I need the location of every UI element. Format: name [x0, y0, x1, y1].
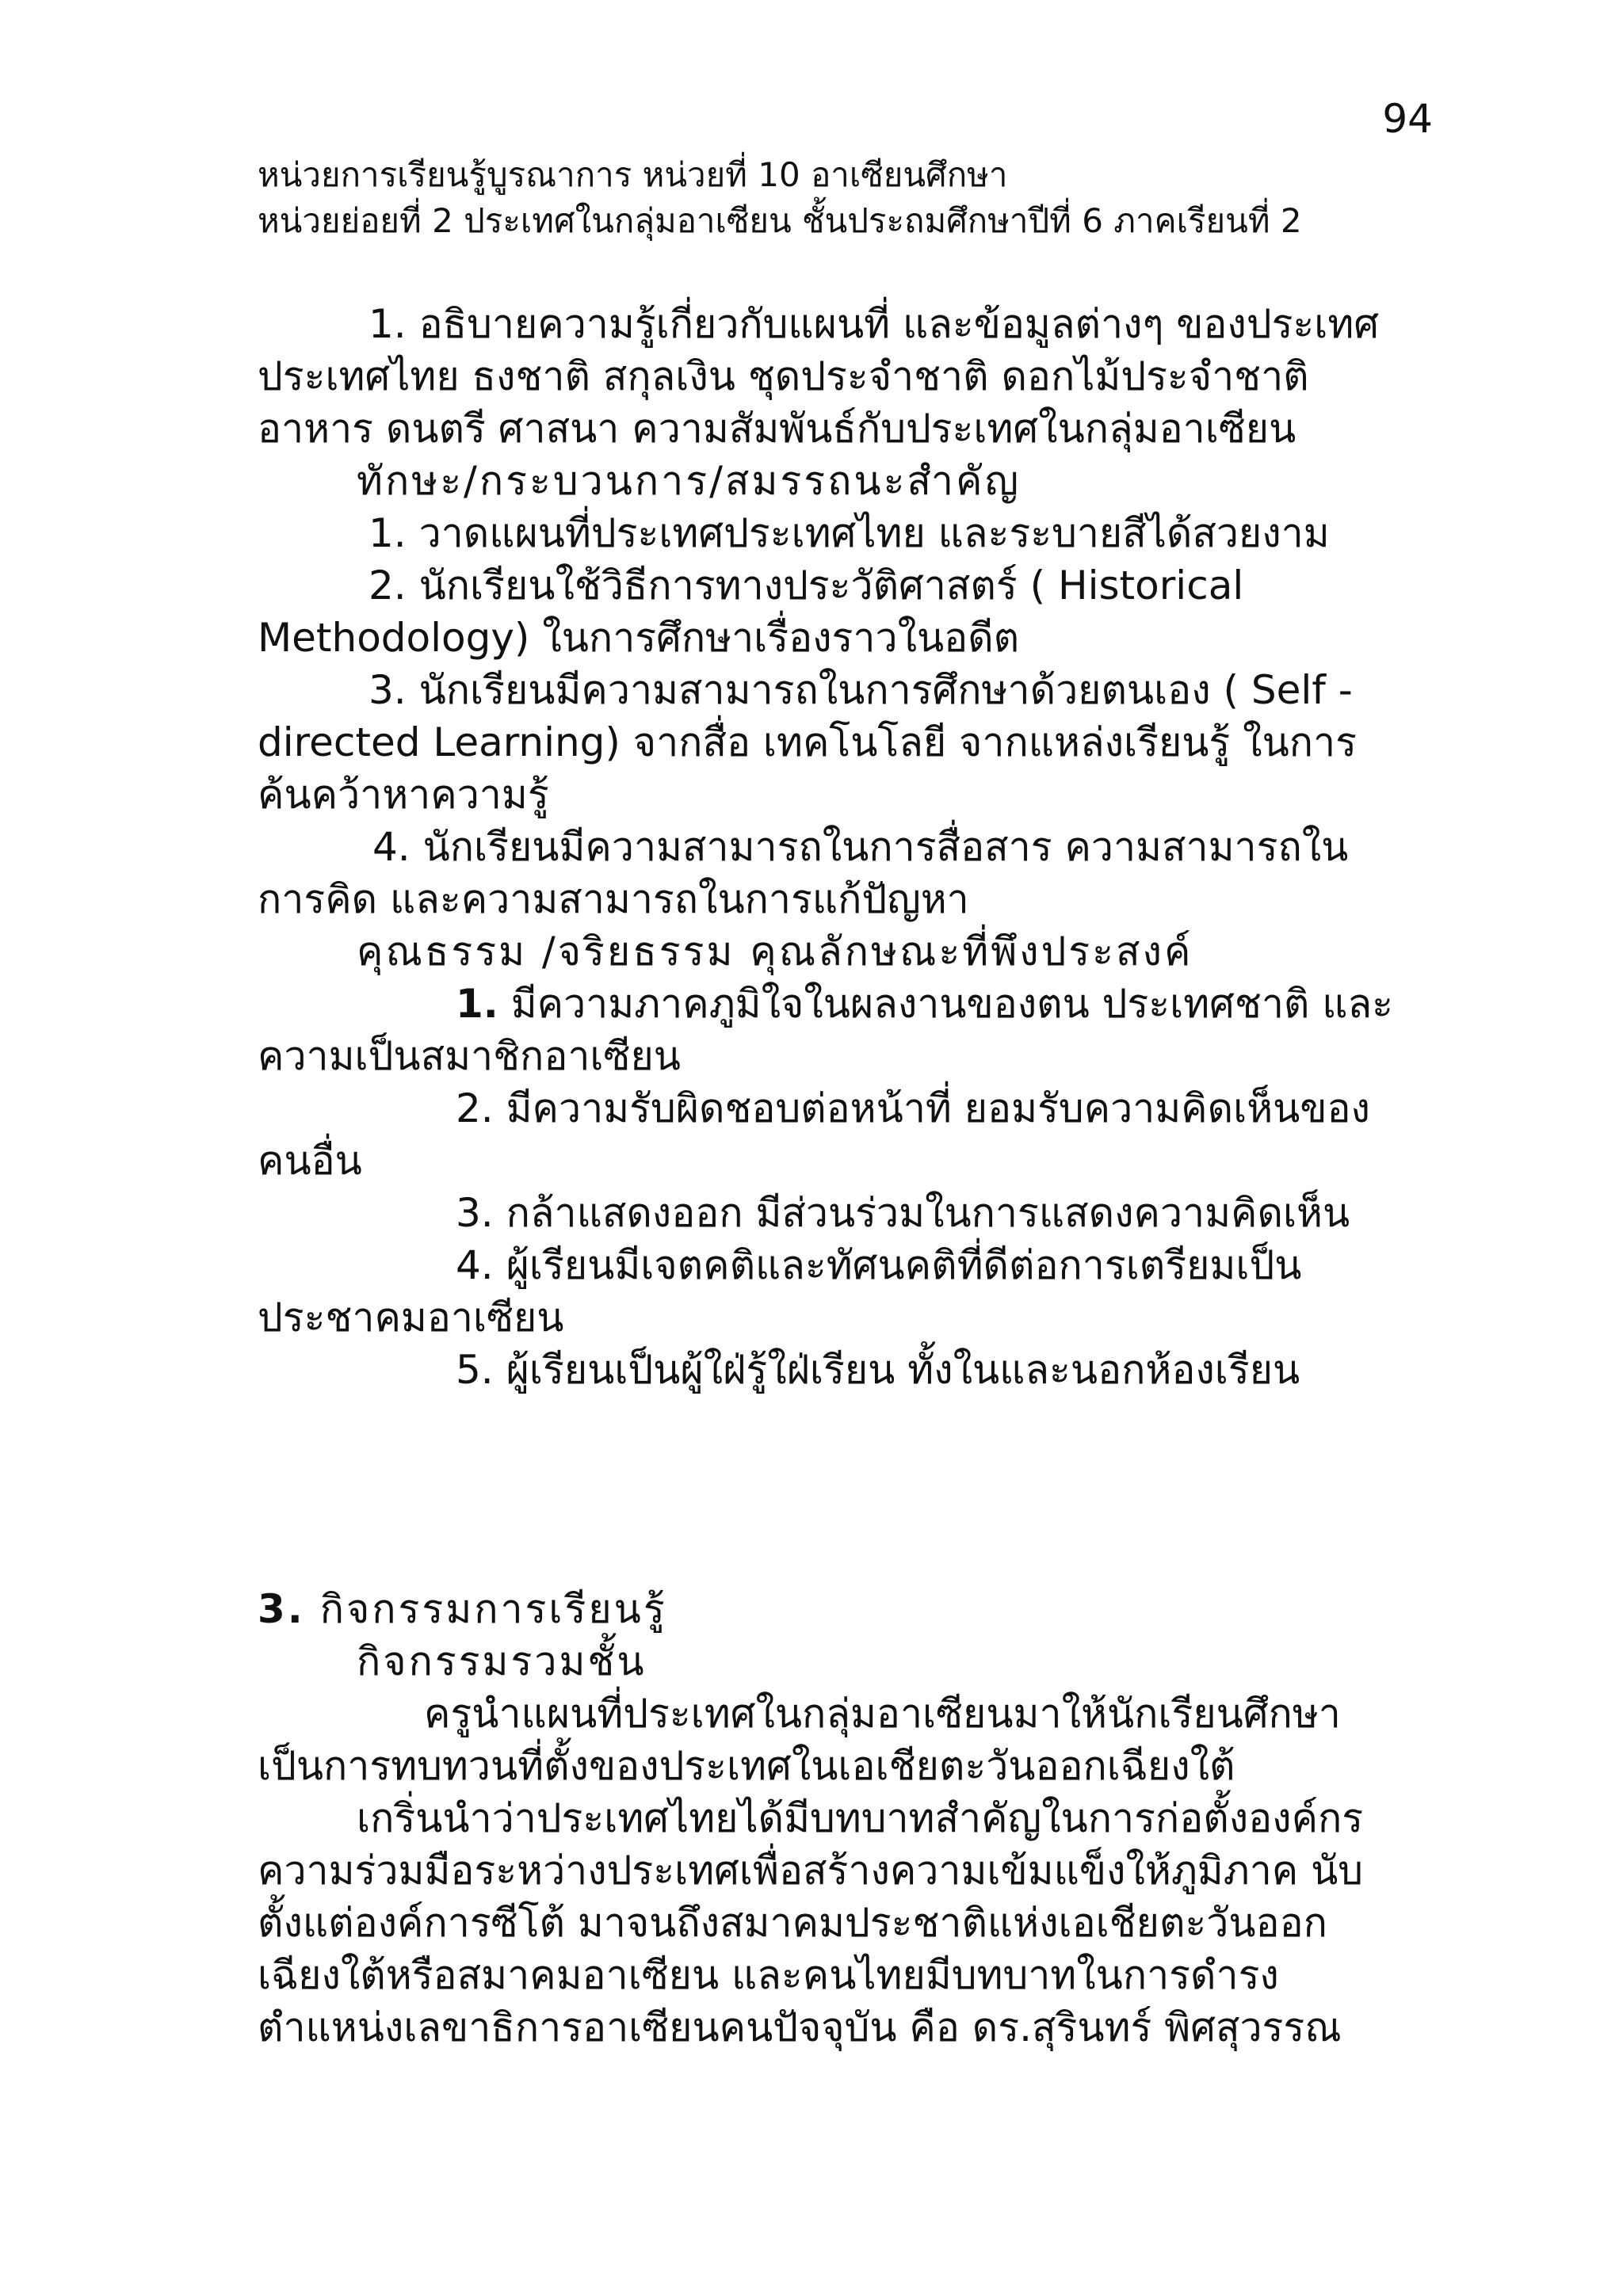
knowledge-item-1-line-2: ประเทศไทย ธงชาติ สกุลเงิน ชุดประจำชาติ ดอกไม้ประจำชาติ	[258, 353, 1309, 399]
skills-item-1: 1. วาดแผนที่ประเทศประเทศไทย และระบายสีได้สวยงาม	[369, 510, 1330, 556]
activities-para-2-line-2: ความร่วมมือระหว่างประเทศเพื่อสร้างความเข้มแข็งให้ภูมิภาค นับ	[258, 1848, 1364, 1894]
skills-item-3-line-1: 3. นักเรียนมีความสามารถในการศึกษาด้วยตนเอง ( Self -	[369, 667, 1353, 713]
skills-item-2-line-2: Methodology) ในการศึกษาเรื่องราวในอดีต	[258, 615, 1020, 661]
skills-item-3-line-2: directed Learning) จากสื่อ เทคโนโลยี จากแหล่งเรียนรู้ ในการ	[258, 719, 1357, 765]
knowledge-item-1-line-3: อาหาร ดนตรี ศาสนา ความสัมพันธ์กับประเทศในกลุ่มอาเซียน	[258, 406, 1296, 452]
activities-section	[258, 1583, 1446, 2054]
activities-heading	[258, 1583, 1446, 1635]
morals-item-2-line-1: 2. มีความรับผิดชอบต่อหน้าที่ ยอมรับความคิดเห็นของ	[456, 1085, 1370, 1131]
objectives-section	[258, 298, 1446, 1396]
morals-item-1-line-2: ความเป็นสมาชิกอาเซียน	[258, 1033, 681, 1079]
activities-para-1-line-1: ครูนำแผนที่ประเทศในกลุ่มอาเซียนมาให้นักเรียนศึกษา	[424, 1691, 1341, 1737]
page-number: 94	[1382, 96, 1433, 142]
morals-item-1-line-1	[258, 978, 1446, 1030]
morals-item-1-number: 1.	[456, 981, 498, 1027]
activities-number: 3.	[258, 1586, 305, 1632]
morals-item-4-line-1: 4. ผู้เรียนมีเจตคติและทัศนคติที่ดีต่อการเตรียมเป็น	[456, 1242, 1302, 1288]
skills-item-4-line-2: การคิด และความสามารถในการแก้ปัญหา	[258, 876, 969, 922]
activities-para-2-line-1: เกริ่นนำว่าประเทศไทยได้มีบทบาทสำคัญในการก่อตั้งองค์กร	[357, 1795, 1364, 1841]
morals-item-3: 3. กล้าแสดงออก มีส่วนร่วมในการแสดงความคิดเห็น	[456, 1190, 1350, 1236]
skills-item-4-line-1: 4. นักเรียนมีความสามารถในการสื่อสาร ความสามารถใน	[372, 824, 1349, 870]
activities-para-2-line-5: ตำแหน่งเลขาธิการอาเซียนคนปัจจุบัน คือ ดร.สุรินทร์ พิศสุวรรณ	[258, 2004, 1342, 2050]
skills-item-2-line-1: 2. นักเรียนใช้วิธีการทางประวัติศาสตร์ ( Historical	[369, 563, 1244, 608]
morals-heading: คุณธรรม /จริยธรรม คุณลักษณะที่พึงประสงค์	[357, 929, 1193, 974]
activities-para-2-line-4: เฉียงใต้หรือสมาคมอาเซียน และคนไทยมีบทบาทในการดำรง	[258, 1952, 1279, 1998]
skills-item-3-line-3: ค้นคว้าหาความรู้	[258, 772, 549, 818]
activities-para-1-line-2: เป็นการทบทวนที่ตั้งของประเทศในเอเชียตะวันออกเฉียงใต้	[258, 1743, 1235, 1789]
activities-subheading: กิจกรรมรวมชั้น	[357, 1638, 647, 1684]
morals-item-5: 5. ผู้เรียนเป็นผู้ใฝ่รู้ใฝ่เรียน ทั้งในและนอกห้องเรียน	[456, 1347, 1300, 1393]
morals-item-1-text: มีความภาคภูมิใจในผลงานของตน ประเทศชาติ และ	[498, 981, 1394, 1027]
header-line-unit: หน่วยการเรียนรู้บูรณาการ หน่วยที่ 10 อาเซียนศึกษา	[258, 155, 1008, 194]
header-line-subunit: หน่วยย่อยที่ 2 ประเทศในกลุ่มอาเซียน ชั้นประถมศึกษาปีที่ 6 ภาคเรียนที่ 2	[258, 201, 1302, 240]
skills-heading: ทักษะ/กระบวนการ/สมรรถนะสำคัญ	[357, 458, 1022, 504]
activities-para-2-line-3: ตั้งแต่องค์การซีโต้ มาจนถึงสมาคมประชาติแห่งเอเชียตะวันออก	[258, 1900, 1327, 1946]
knowledge-item-1-line-1: 1. อธิบายความรู้เกี่ยวกับแผนที่ และข้อมูลต่างๆ ของประเทศ	[369, 301, 1380, 347]
activities-heading-text: กิจกรรมการเรียนรู้	[304, 1586, 667, 1632]
page-header	[258, 152, 1302, 244]
morals-item-4-line-2: ประชาคมอาเซียน	[258, 1295, 564, 1341]
morals-item-2-line-2: คนอื่น	[258, 1138, 362, 1184]
